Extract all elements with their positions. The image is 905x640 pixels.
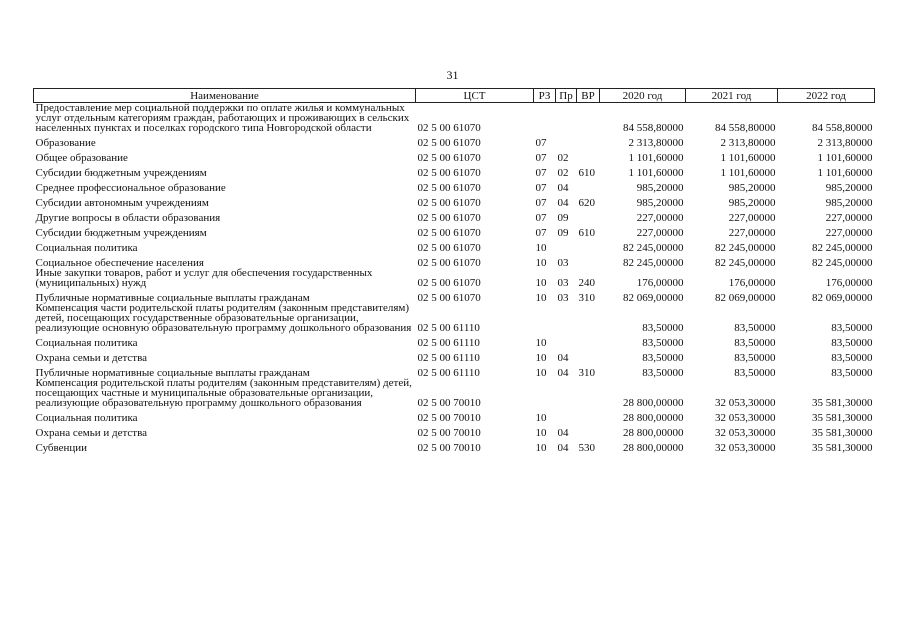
- cell-2022: 1 101,60000: [817, 167, 873, 179]
- cell-cst: 02 5 00 61070: [417, 167, 481, 179]
- cell-rz: 10: [535, 367, 547, 379]
- cell-pr: 04: [557, 442, 569, 454]
- cell-vr: [577, 333, 600, 348]
- cell-2020: 83,50000: [642, 322, 684, 334]
- cell-rz: [534, 103, 556, 134]
- cell-vr: [577, 238, 600, 253]
- cell-2020: 82 069,00000: [623, 292, 684, 304]
- cell-name: Общее образование: [35, 152, 128, 164]
- cell-2021: 2 313,80000: [720, 137, 776, 149]
- cell-rz: 10: [535, 242, 547, 254]
- cell-name: Компенсация родительской платы родителям (законным представителям) детей, посещающих частные и муниципальные образовательные организации, реализующие образовательную программу дошкольного образования: [35, 377, 412, 409]
- cell-vr: 530: [578, 442, 595, 454]
- cell-2022: 2 313,80000: [817, 137, 873, 149]
- cell-2022: 82 245,00000: [812, 242, 873, 254]
- cell-2021: 32 053,30000: [715, 442, 776, 454]
- cell-2022: 985,20000: [825, 197, 873, 209]
- header-year-2021: 2021 год: [686, 89, 778, 103]
- cell-name: Субсидии автономным учреждениям: [35, 197, 209, 209]
- cell-2022: 35 581,30000: [812, 442, 873, 454]
- cell-pr: [556, 333, 577, 348]
- cell-pr: 04: [557, 352, 569, 364]
- cell-2022: 35 581,30000: [812, 397, 873, 409]
- cell-rz: 07: [535, 197, 547, 209]
- cell-cst: 02 5 00 70010: [417, 397, 481, 409]
- cell-2020: 84 558,80000: [623, 122, 684, 134]
- cell-name: Предоставление мер социальной поддержки по оплате жилья и коммунальных услуг отдельным категориям граждан, работающих и проживающих в сельских населенных пунктах и поселках городского типа Новгородской области: [35, 102, 410, 134]
- cell-2022: 83,50000: [831, 322, 873, 334]
- cell-2021: 83,50000: [734, 367, 776, 379]
- cell-name: Социальная политика: [35, 337, 138, 349]
- cell-2022: 82 245,00000: [812, 257, 873, 269]
- cell-name: Социальная политика: [35, 242, 138, 254]
- cell-vr: [577, 303, 600, 333]
- header-vr: ВР: [577, 89, 600, 103]
- cell-name: Социальная политика: [35, 412, 138, 424]
- table-row: [34, 103, 875, 134]
- cell-rz: 10: [535, 257, 547, 269]
- cell-rz: 10: [535, 352, 547, 364]
- cell-pr: 04: [557, 182, 569, 194]
- cell-vr: 310: [578, 292, 595, 304]
- page-number: 31: [446, 68, 459, 82]
- cell-name: Субсидии бюджетным учреждениям: [35, 227, 207, 239]
- cell-vr: [577, 208, 600, 223]
- cell-2021: 32 053,30000: [715, 427, 776, 439]
- cell-2020: 83,50000: [642, 367, 684, 379]
- cell-2022: 84 558,80000: [812, 122, 873, 134]
- cell-name: Образование: [35, 137, 96, 149]
- cell-name: Охрана семьи и детства: [35, 427, 148, 439]
- cell-pr: 04: [557, 197, 569, 209]
- cell-2020: 28 800,00000: [623, 442, 684, 454]
- cell-2021: 83,50000: [734, 352, 776, 364]
- header-year-2020: 2020 год: [600, 89, 686, 103]
- cell-2022: 985,20000: [825, 182, 873, 194]
- table-row: [34, 133, 875, 148]
- cell-2021: 1 101,60000: [720, 152, 776, 164]
- cell-cst: 02 5 00 61070: [417, 227, 481, 239]
- table-row: [34, 223, 875, 238]
- cell-2020: 227,00000: [636, 212, 684, 224]
- cell-vr: [577, 103, 600, 134]
- cell-cst: 02 5 00 61110: [417, 352, 480, 364]
- cell-2020: 985,20000: [636, 197, 684, 209]
- cell-pr: 09: [557, 227, 569, 239]
- cell-2020: 28 800,00000: [623, 412, 684, 424]
- cell-2020: 227,00000: [636, 227, 684, 239]
- cell-vr: [577, 348, 600, 363]
- cell-2021: 82 245,00000: [715, 242, 776, 254]
- cell-cst: 02 5 00 61070: [417, 182, 481, 194]
- cell-2021: 82 069,00000: [715, 292, 776, 304]
- cell-rz: [534, 303, 556, 333]
- cell-2021: 82 245,00000: [715, 257, 776, 269]
- cell-2020: 1 101,60000: [628, 152, 684, 164]
- cell-2020: 82 245,00000: [623, 257, 684, 269]
- table-row: [34, 408, 875, 423]
- cell-pr: 09: [557, 212, 569, 224]
- cell-rz: 07: [535, 167, 547, 179]
- cell-rz: 10: [535, 412, 547, 424]
- cell-vr: 240: [578, 277, 595, 289]
- cell-vr: 610: [578, 227, 595, 239]
- cell-name: Публичные нормативные социальные выплаты гражданам: [35, 367, 310, 379]
- cell-2022: 83,50000: [831, 367, 873, 379]
- cell-vr: [577, 423, 600, 438]
- cell-vr: 610: [578, 167, 595, 179]
- cell-2020: 985,20000: [636, 182, 684, 194]
- cell-vr: [577, 378, 600, 408]
- cell-name: Другие вопросы в области образования: [35, 212, 221, 224]
- cell-rz: 07: [535, 212, 547, 224]
- cell-cst: 02 5 00 61070: [417, 197, 481, 209]
- cell-cst: 02 5 00 61070: [417, 242, 481, 254]
- cell-2020: 176,00000: [636, 277, 684, 289]
- table-row: [34, 178, 875, 193]
- budget-table: [33, 88, 875, 453]
- table-body: [34, 103, 875, 454]
- table-row: [34, 303, 875, 333]
- cell-rz: 07: [535, 137, 547, 149]
- cell-vr: 620: [578, 197, 595, 209]
- cell-vr: [577, 148, 600, 163]
- cell-name: Иные закупки товаров, работ и услуг для обеспечения государственных (муниципальных) нужд: [35, 267, 373, 289]
- cell-2020: 2 313,80000: [628, 137, 684, 149]
- cell-rz: 07: [535, 227, 547, 239]
- cell-rz: 10: [535, 277, 547, 289]
- cell-2021: 83,50000: [734, 337, 776, 349]
- cell-rz: 10: [535, 442, 547, 454]
- cell-cst: 02 5 00 70010: [417, 412, 481, 424]
- table-row: [34, 148, 875, 163]
- cell-pr: [556, 378, 577, 408]
- cell-2021: 83,50000: [734, 322, 776, 334]
- cell-cst: 02 5 00 61070: [417, 212, 481, 224]
- cell-name: Компенсация части родительской платы родителям (законным представителям) детей, посещающих государственные образовательные организации, реализующие основную образовательную программу дошкольного образования: [35, 302, 412, 334]
- cell-name: Среднее профессиональное образование: [35, 182, 226, 194]
- table-row: [34, 238, 875, 253]
- cell-2021: 32 053,30000: [715, 397, 776, 409]
- cell-cst: 02 5 00 70010: [417, 442, 481, 454]
- cell-cst: 02 5 00 61110: [417, 367, 480, 379]
- cell-2021: 32 053,30000: [715, 412, 776, 424]
- cell-rz: [534, 378, 556, 408]
- cell-2020: 82 245,00000: [623, 242, 684, 254]
- cell-pr: 02: [557, 152, 569, 164]
- cell-name: Охрана семьи и детства: [35, 352, 148, 364]
- cell-pr: [556, 238, 577, 253]
- cell-2021: 227,00000: [728, 227, 776, 239]
- cell-name: Социальное обеспечение населения: [35, 257, 204, 269]
- cell-2021: 227,00000: [728, 212, 776, 224]
- cell-2020: 83,50000: [642, 352, 684, 364]
- cell-pr: [556, 303, 577, 333]
- cell-cst: 02 5 00 61070: [417, 137, 481, 149]
- table-row: [34, 193, 875, 208]
- header-cst: ЦСТ: [416, 89, 534, 103]
- cell-rz: 10: [535, 427, 547, 439]
- cell-cst: 02 5 00 61070: [417, 277, 481, 289]
- header-pr: Пр: [556, 89, 577, 103]
- cell-cst: 02 5 00 61070: [417, 122, 481, 134]
- cell-pr: 03: [557, 277, 569, 289]
- cell-name: Субсидии бюджетным учреждениям: [35, 167, 207, 179]
- cell-2022: 83,50000: [831, 337, 873, 349]
- cell-2022: 83,50000: [831, 352, 873, 364]
- cell-rz: 10: [535, 292, 547, 304]
- cell-2021: 176,00000: [728, 277, 776, 289]
- cell-pr: 03: [557, 257, 569, 269]
- cell-cst: 02 5 00 61070: [417, 292, 481, 304]
- cell-pr: [556, 133, 577, 148]
- header-year-2022: 2022 год: [778, 89, 875, 103]
- table-header-row: [34, 89, 875, 103]
- cell-2020: 28 800,00000: [623, 397, 684, 409]
- table-row: [34, 288, 875, 303]
- cell-pr: [556, 408, 577, 423]
- cell-2020: 1 101,60000: [628, 167, 684, 179]
- header-rz: РЗ: [534, 89, 556, 103]
- cell-vr: 310: [578, 367, 595, 379]
- cell-2022: 82 069,00000: [812, 292, 873, 304]
- cell-2022: 176,00000: [825, 277, 873, 289]
- cell-pr: 04: [557, 427, 569, 439]
- cell-2022: 227,00000: [825, 212, 873, 224]
- table-row: [34, 438, 875, 453]
- cell-rz: 07: [535, 182, 547, 194]
- cell-cst: 02 5 00 61070: [417, 152, 481, 164]
- table-row: [34, 378, 875, 408]
- table-row: [34, 333, 875, 348]
- table-row: [34, 163, 875, 178]
- cell-2022: 35 581,30000: [812, 427, 873, 439]
- cell-cst: 02 5 00 61070: [417, 257, 481, 269]
- cell-pr: 03: [557, 292, 569, 304]
- cell-pr: 04: [557, 367, 569, 379]
- cell-2021: 1 101,60000: [720, 167, 776, 179]
- table-row: [34, 208, 875, 223]
- cell-2022: 227,00000: [825, 227, 873, 239]
- cell-rz: 07: [535, 152, 547, 164]
- cell-pr: [556, 103, 577, 134]
- cell-2020: 83,50000: [642, 337, 684, 349]
- table-row: [34, 253, 875, 268]
- cell-2022: 35 581,30000: [812, 412, 873, 424]
- cell-cst: 02 5 00 61110: [417, 322, 480, 334]
- cell-pr: 02: [557, 167, 569, 179]
- table-row: [34, 348, 875, 363]
- cell-2021: 985,20000: [728, 197, 776, 209]
- cell-2021: 84 558,80000: [715, 122, 776, 134]
- table-row: [34, 268, 875, 288]
- cell-vr: [577, 133, 600, 148]
- cell-2022: 1 101,60000: [817, 152, 873, 164]
- cell-vr: [577, 178, 600, 193]
- cell-name: Публичные нормативные социальные выплаты гражданам: [35, 292, 310, 304]
- table-row: [34, 423, 875, 438]
- cell-rz: 10: [535, 337, 547, 349]
- cell-2020: 28 800,00000: [623, 427, 684, 439]
- cell-cst: 02 5 00 70010: [417, 427, 481, 439]
- cell-vr: [577, 408, 600, 423]
- cell-name: Субвенции: [35, 442, 88, 454]
- cell-2021: 985,20000: [728, 182, 776, 194]
- table-row: [34, 363, 875, 378]
- cell-vr: [577, 253, 600, 268]
- header-name: Наименование: [34, 89, 416, 103]
- cell-cst: 02 5 00 61110: [417, 337, 480, 349]
